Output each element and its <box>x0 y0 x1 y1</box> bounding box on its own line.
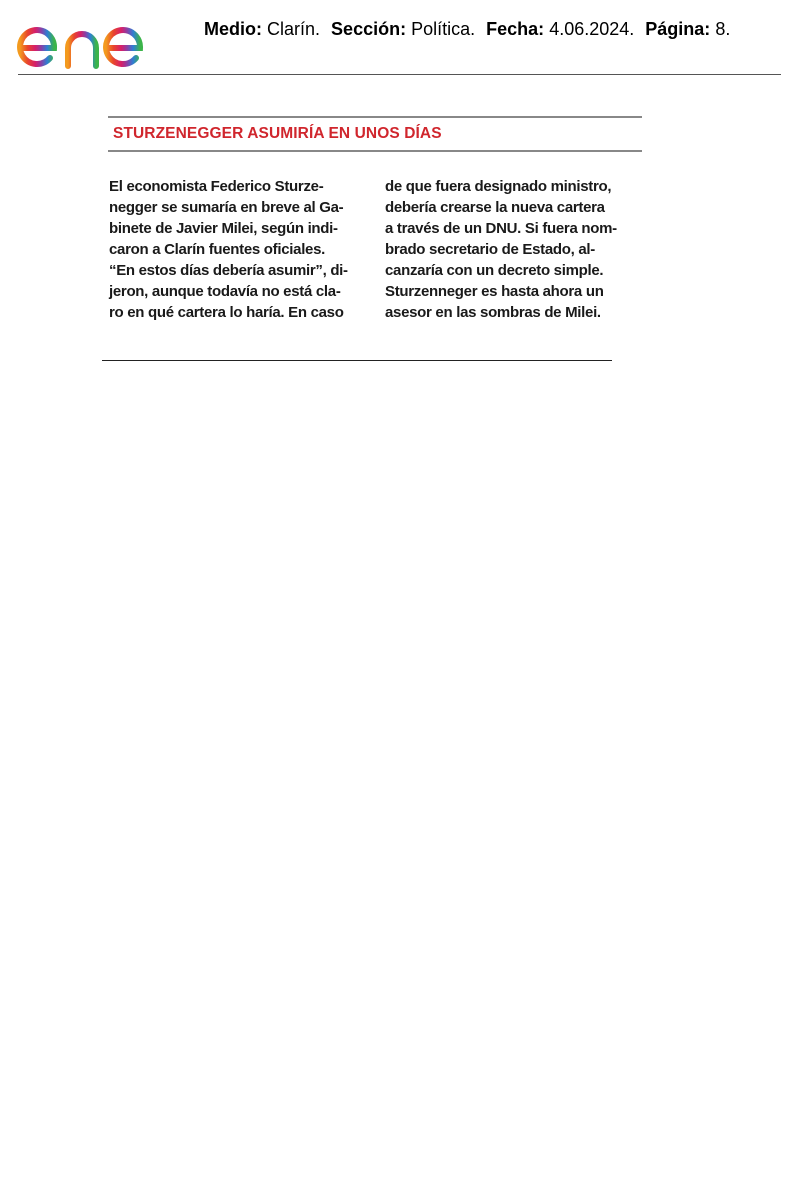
article-headline: STURZENEGGER ASUMIRÍA EN UNOS DÍAS <box>113 125 442 142</box>
fecha-value: 4.06.2024. <box>549 19 635 39</box>
medio-value: Clarín. <box>267 19 321 39</box>
header-divider <box>18 74 781 75</box>
pagina-value: 8. <box>715 19 731 39</box>
text-line: binete de Javier Milei, según indi- <box>109 220 338 237</box>
text-line: jeron, aunque todavía no está cla- <box>109 283 341 300</box>
text-line: canzaría con un decreto simple. <box>385 262 604 279</box>
medio-label: Medio: <box>204 19 262 39</box>
text-line: ro en qué cartera lo haría. En caso <box>109 304 344 321</box>
clipping-bottom-divider <box>102 360 612 361</box>
article-column-1 <box>109 176 371 323</box>
text-line: Sturzenneger es hasta ahora un <box>385 283 604 300</box>
enel-logo <box>16 8 178 70</box>
headline-band <box>108 116 642 152</box>
article-clipping <box>104 112 644 332</box>
seccion-value: Política. <box>411 19 476 39</box>
text-line: a través de un DNU. Si fuera nom- <box>385 220 617 237</box>
text-line: debería crearse la nueva cartera <box>385 199 605 216</box>
text-line: de que fuera designado ministro, <box>385 178 612 195</box>
text-line: negger se sumaría en breve al Ga- <box>109 199 344 216</box>
text-line: brado secretario de Estado, al- <box>385 241 595 258</box>
text-line: El economista Federico Sturze- <box>109 178 324 195</box>
fecha-label: Fecha: <box>486 19 545 39</box>
text-line: “En estos días debería asumir”, di- <box>109 262 348 279</box>
text-line: asesor en las sombras de Milei. <box>385 304 601 321</box>
source-metadata <box>204 19 730 40</box>
article-column-2 <box>385 176 645 323</box>
pagina-label: Página: <box>645 19 711 39</box>
text-line: caron a Clarín fuentes oficiales. <box>109 241 326 258</box>
seccion-label: Sección: <box>331 19 407 39</box>
